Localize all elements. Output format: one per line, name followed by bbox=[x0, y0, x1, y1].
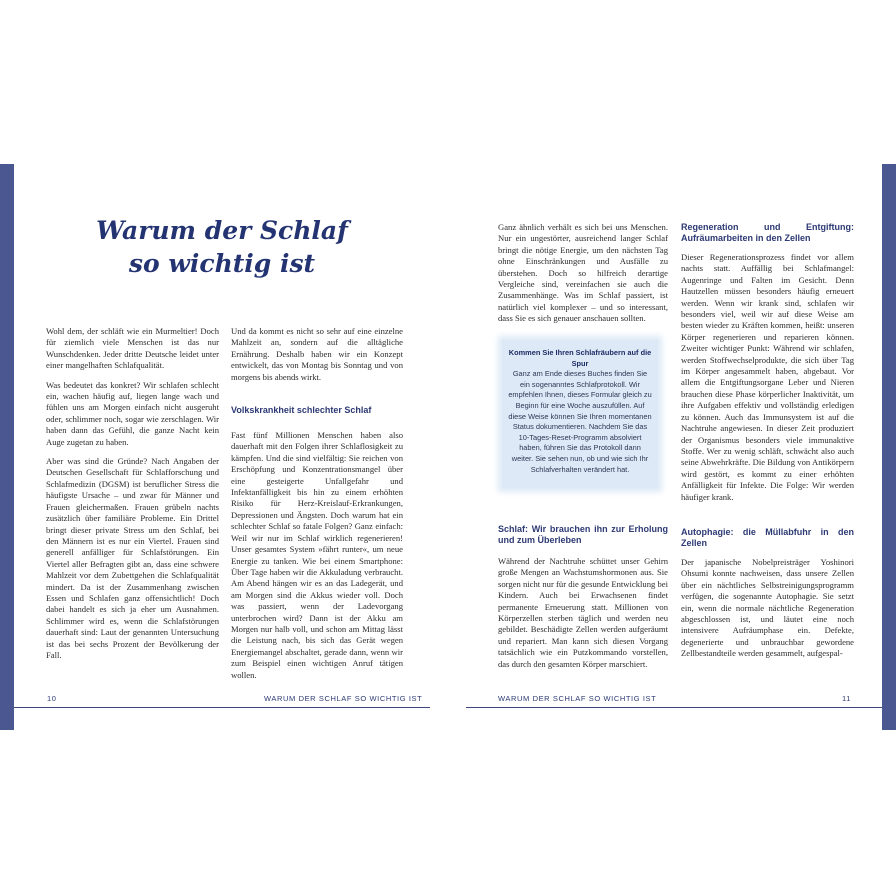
info-box bbox=[502, 340, 658, 488]
footer-rule-right bbox=[466, 707, 882, 708]
paragraph: Der japanische Nobelpreisträger Yoshinori Ohsumi konnte nachweisen, dass unsere Zellen über ein nächtliches Selbstreinigungsprogramm verfügen, die sogenannte Autophagie. Sie setzt ein, wenn die normale nächtliche Regeneration abgeschlossen ist, und läutet eine noch intensivere Aufräumphase ein. Defekte, degenerierte und unbrauchbar gewordene Zellbestandteile werden gesammelt, aufgespal- bbox=[681, 556, 854, 659]
page-number-right: 11 bbox=[842, 694, 851, 703]
footer-rule-left bbox=[14, 707, 430, 708]
paragraph: Ganz ähnlich verhält es sich bei uns Menschen. Nur ein ungestörter, ausreichend langer Schlaf bringt die nötige Energie, um den nächsten Tag ohne Einschränkungen und Ausfälle zu überstehen. Doch so hilfreich derartige Vergleiche sind, vereinfachen sie auch die Zusammenhänge. Was im Schlaf passiert, ist natürlich viel komplexer – und so interessant, dass Sie es sich genauer anschauen sollten. bbox=[498, 222, 668, 324]
info-box-heading: Kommen Sie Ihren Schlafräubern auf die Spur bbox=[508, 348, 652, 368]
paragraph: Und da kommt es nicht so sehr auf eine einzelne Mahlzeit an, sondern auf die alltägliche Ernährung. Deshalb haben wir ein Konzept entwickelt, das von Montag bis Sonntag und von morgens bis abends wirkt. bbox=[231, 326, 403, 382]
column-4 bbox=[681, 222, 854, 668]
paragraph: Während der Nachtruhe schüttet unser Gehirn große Mengen an Wachstumshormonen aus. Sie sorgen nicht nur für die gesunde Entwicklung bei Kindern. Auch bei Erwachsenen findet permanente Erneuerung statt. Millionen von Körperzellen sterben täglich und werden neu gebildet. Beschädigte Zellen werden aufgeräumt und repariert. Man kann sich diesen Vorgang tatsächlich wie ein Putzkommando vorstellen, das durch den gesamten Körper marschiert. bbox=[498, 556, 668, 669]
column-3-lower bbox=[498, 524, 668, 678]
column-2 bbox=[231, 326, 403, 689]
chapter-title-line-2: so wichtig ist bbox=[128, 249, 316, 278]
paragraph: Aber was sind die Gründe? Nach Angaben der Deutschen Gesellschaft für Schlafforschung und Schlafmedizin (DGSM) ist beruflicher Stress die häufigste Ursache – und zwar für Männer und Frauen gleichermaßen. Frauen grübeln nachts zusätzlich über familiäre Probleme. Ein Drittel bringt dieser private Stress um den Schlaf, bei den Männern ist es nur ein Viertel. Frauen sind generell anfälliger für Schlafstörungen. Ein Viertel aller Befragten gibt an, dass eine schwere Mahlzeit vor dem Zubettgehen die Schlafqualität mindert. Da ist der Zusammenhang zwischen Essen und Schlafen ganz offensichtlich! Doch dabei handelt es sich ja eher um Ausnahmen. Schlimmer wird es, wenn die Schlafstörungen dauerhaft sind: Laut der genannten Untersuchung ist das bei sechs Prozent der Bevölkerung der Fall. bbox=[46, 456, 219, 660]
left-page-edge bbox=[0, 164, 14, 730]
section-heading: Regeneration und Entgiftung: Aufräumarbeiten in den Zellen bbox=[681, 222, 854, 243]
column-3 bbox=[498, 222, 668, 333]
info-box-text: Ganz am Ende dieses Buches finden Sie ein sogenanntes Schlafprotokoll. Wir empfehlen Ihnen, dieses Formular gleich zu Beginn für eine Woche auszufüllen. Auf diese Weise können Sie Ihren momentanen Status dokumentieren. Nachdem Sie das 10-Tages-Reset-Programm absolviert haben, führen Sie das Protokoll dann weiter. Sie sehen nun, ob und wie sich Ihr Schlafverhalten verändert hat. bbox=[508, 369, 652, 474]
info-box-content bbox=[508, 348, 652, 475]
page-number-left: 10 bbox=[47, 694, 57, 703]
paragraph: Wohl dem, der schläft wie ein Murmeltier! Doch für ziemlich viele Menschen ist das nur Wunschdenken. Jeder dritte Deutsche leidet unter einer mangelhaften Schlafqualität. bbox=[46, 326, 219, 371]
running-header-left: WARUM DER SCHLAF SO WICHTIG IST bbox=[264, 694, 423, 703]
column-1 bbox=[46, 326, 219, 669]
section-heading: Autophagie: die Müllabfuhr in den Zellen bbox=[681, 526, 854, 548]
chapter-title bbox=[82, 214, 362, 280]
paragraph: Was bedeutet das konkret? Wir schlafen schlecht ein, wachen häufig auf, liegen lange wach und fühlen uns am Morgen einfach nicht ausgeruht oder, schlimmer noch, sogar wie zerschlagen. Wir haben dann das Gefühl, die ganze Nacht kein Auge zugetan zu haben. bbox=[46, 379, 219, 447]
running-header-right: WARUM DER SCHLAF SO WICHTIG IST bbox=[498, 694, 657, 703]
right-page-edge bbox=[882, 164, 896, 730]
section-heading: Volkskrankheit schlechter Schlaf bbox=[231, 405, 372, 416]
section-heading: Schlaf: Wir brauchen ihn zur Erholung und zum Überleben bbox=[498, 524, 668, 545]
paragraph: Fast fünf Millionen Menschen haben also dauerhaft mit den Folgen ihrer Schlaflosigkeit zu kämpfen. Und die sind vielfältig: Sie reichen von Erschöpfung und Konzentrationsmangel über eine gesteigerte Unfallgefahr und Infektanfälligkeit bis hin zu einem erhöhten Risiko für Herz-Kreislauf-Erkrankungen, Depressionen und Ängsten. Doch warum hat ein schlechter Schlaf so fatale Folgen? Ganz einfach: Weil wir nur im Schlaf wirklich regenerieren! Unser gesamtes System »fährt runter«, um neue Energie zu tanken. Wie bei einem Smartphone: Über Tage haben wir die Akkuladung verbraucht. Am Abend hängen wir es an das Ladegerät, und am Morgen sind die Akkus wieder voll. Doch was passiert, wenn der Ladevorgang unterbrochen wird? Dann ist der Akku am Morgen nur halb voll, und schon am Mittag lässt die Leistung nach, bis sich das Gerät wegen Energiemangel abschaltet, gerade dann, wenn wir zum Beispiel einen wichtigen Anruf tätigen wollen. bbox=[231, 430, 403, 680]
paragraph: Dieser Regenerationsprozess findet vor allem nachts statt. Auffällig bei Schlafmangel: Augenringe und Falten im Gesicht. Denn Hautzellen müssen besonders häufig erneuert werden. Wenn wir krank sind, schlafen wir besonders viel, weil wir auf diese Weise am besten wieder zu Kräften kommen, heißt: unseren Körper regenerieren und reparieren können. Zweiter wichtiger Punkt: Während wir schlafen, werden Stoffwechselprodukte, die sich über Tag im Körper angesammelt haben, abgebaut. Vor allem die Entgiftungsorgane Leber und Nieren brauchen diese Phase körperlicher Inaktivität, um ihre Aufgaben effektiv und vollständig erledigen zu können. Auch das Immunsystem ist auf die Nachtruhe angewiesen. In dieser Zeit produziert der Organismus besonders viele immunaktive Stoffe. Wer zu wenig schläft, schwächt also auch seine Abwehrkräfte. Die Bildung von Antikörpern wird gestört, es kommt zu einer erhöhten Anfälligkeit für Infekte. Die Folge: Wir werden häufiger krank. bbox=[681, 252, 854, 502]
chapter-title-line-1: Warum der Schlaf bbox=[96, 216, 348, 245]
